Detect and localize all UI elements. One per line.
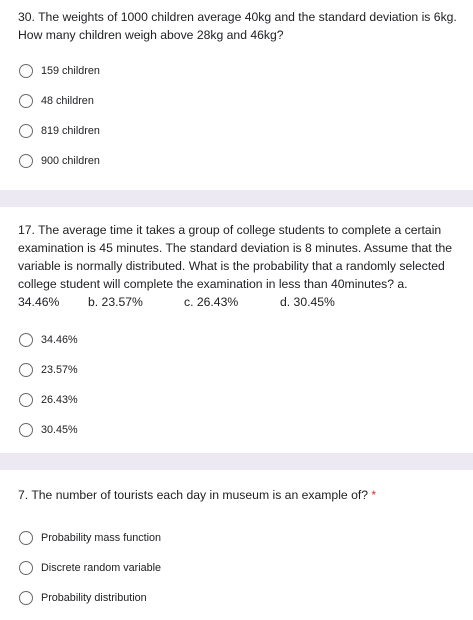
radio-button[interactable] <box>19 591 33 605</box>
question-text: 30. The weights of 1000 children average 40kg and the standard deviation is 6kg. How many children weigh above 28kg and 46kg? <box>18 10 457 42</box>
option-label: 34.46% <box>41 334 78 346</box>
option-row[interactable] <box>19 61 100 81</box>
radio-button[interactable] <box>19 124 33 138</box>
question-text: 7. The number of tourists each day in museum is an example of? <box>18 488 369 502</box>
inline-choice: d. 30.45% <box>280 295 335 309</box>
option-row[interactable] <box>19 390 78 410</box>
option-label: Probability distribution <box>41 592 147 604</box>
radio-button[interactable] <box>19 94 33 108</box>
radio-button[interactable] <box>19 154 33 168</box>
inline-choices <box>18 293 463 311</box>
inline-choice: b. 23.57% <box>88 295 143 309</box>
option-row[interactable] <box>19 151 100 171</box>
radio-button[interactable] <box>19 561 33 575</box>
option-row[interactable] <box>19 420 78 440</box>
option-label: Discrete random variable <box>41 562 162 574</box>
radio-button[interactable] <box>19 64 33 78</box>
option-row[interactable] <box>19 588 147 608</box>
option-row[interactable] <box>19 360 78 380</box>
option-row[interactable] <box>19 121 100 141</box>
question-text-block <box>18 221 463 311</box>
radio-button[interactable] <box>19 531 33 545</box>
radio-button[interactable] <box>19 333 33 347</box>
option-label: 900 children <box>41 155 100 167</box>
option-label: 159 children <box>41 65 100 77</box>
required-asterisk: * <box>371 488 377 502</box>
question-card-17 <box>0 207 473 453</box>
question-card-30 <box>0 0 473 190</box>
question-card-7 <box>0 470 473 620</box>
option-label: Probability mass function <box>41 532 162 544</box>
option-row[interactable] <box>19 528 161 548</box>
radio-button[interactable] <box>19 393 33 407</box>
option-label: 23.57% <box>41 364 78 376</box>
option-label: 30.45% <box>41 424 78 436</box>
inline-choice: 34.46% <box>18 295 60 309</box>
option-row[interactable] <box>19 558 161 578</box>
option-row[interactable] <box>19 91 94 111</box>
option-label: 819 children <box>41 125 100 137</box>
question-text: 17. The average time it takes a group of college students to complete a certain examination is 45 minutes. The standard deviation is 8 minutes. Assume that the variable is normally distributed. What is the probability that a randomly selected college student will complete the examination in less than 40minutes? a. <box>18 223 453 291</box>
inline-choice: c. 26.43% <box>184 295 239 309</box>
option-label: 48 children <box>41 95 94 107</box>
radio-button[interactable] <box>19 423 33 437</box>
question-title <box>18 486 463 504</box>
option-row[interactable] <box>19 330 78 350</box>
option-label: 26.43% <box>41 394 78 406</box>
radio-button[interactable] <box>19 363 33 377</box>
